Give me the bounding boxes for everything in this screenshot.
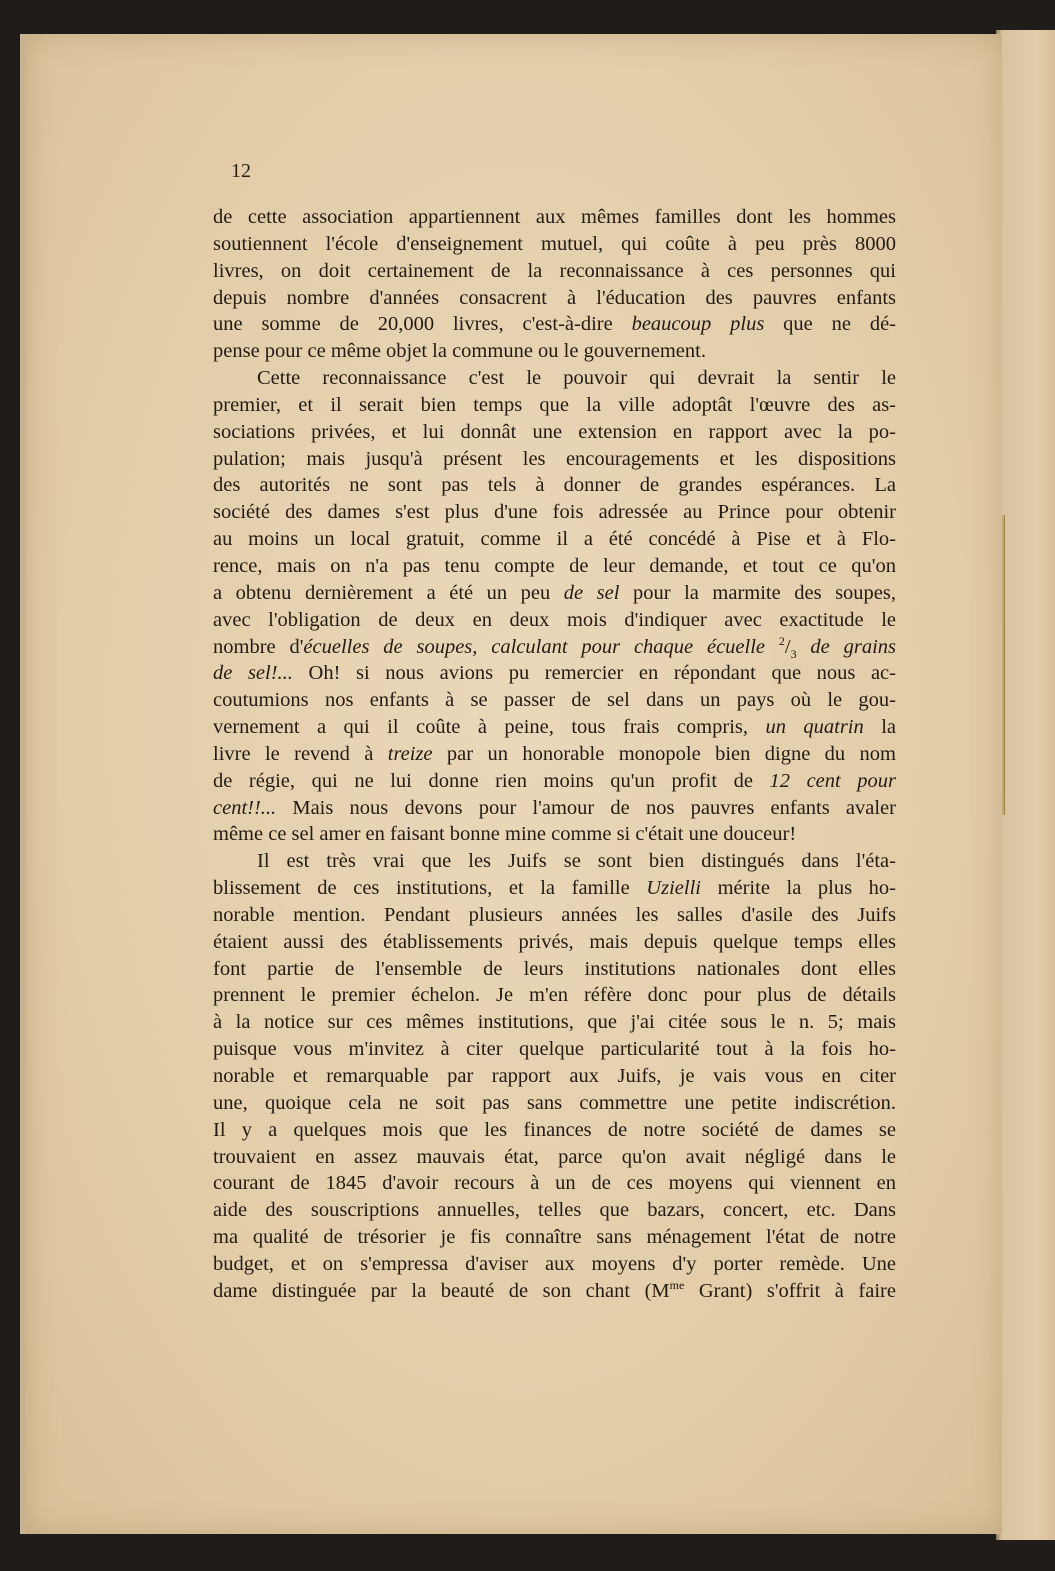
text-line: norable mention. Pendant plusieurs années les salles d'asile des Juifs — [213, 903, 896, 926]
text-line: Cette reconnaissance c'est le pouvoir qui devrait la sentir le — [257, 367, 896, 390]
text-line: sociations privées, et lui donnât une extension en rapport avec la po- — [213, 420, 896, 443]
text-line: a obtenu dernièrement a été un peu de sel pour la marmite des soupes, — [213, 581, 897, 604]
text-line: soutiennent l'école d'enseignement mutuel, qui coûte à peu près 8000 — [213, 232, 896, 255]
italic-span: 12 cent pour — [769, 769, 896, 792]
text-line: avec l'obligation de deux en deux mois d'indiquer avec exactitude le — [213, 608, 896, 631]
italic-span: Uzielli — [646, 877, 701, 900]
italic-span: beaucoup plus — [631, 313, 765, 336]
text-line: société des dames s'est plus d'une fois adressée au Prince pour obtenir — [213, 501, 896, 524]
text-line: même ce sel amer en faisant bonne mine comme si c'était une douceur! — [213, 823, 797, 846]
text-line: norable et remarquable par rapport aux Juifs, je vais vous en citer — [213, 1065, 896, 1087]
italic-span: treize — [387, 742, 433, 765]
text-line: à la notice sur ces mêmes institutions, que j'ai citée sous le n. 5; mais — [213, 1011, 896, 1034]
superscript: me — [669, 1277, 685, 1292]
text-line: courant de 1845 d'avoir recours à un de ces moyens qui viennent en — [213, 1172, 896, 1195]
text-line: de régie, qui ne lui donne rien moins qu'un profit de 12 cent pour — [213, 769, 896, 792]
text-line: livre le revend à treize par un honorable monopole bien digne du nom — [213, 742, 896, 765]
italic-span: de grains — [796, 635, 896, 658]
italic-span: de sel — [563, 581, 620, 604]
body-text — [213, 204, 896, 1305]
text-line: depuis nombre d'années consacrent à l'éducation des pauvres enfants — [213, 286, 896, 309]
text-line: ma qualité de trésorier je fis connaître sans ménagement l'état de notre — [213, 1226, 896, 1249]
text-line: cent!!... Mais nous devons pour l'amour de nos pauvres enfants avaler — [213, 796, 896, 819]
text-line: prennent le premier échelon. Je m'en réfère donc pour plus de détails — [213, 984, 896, 1007]
subscript: 3 — [790, 646, 797, 661]
text-line: Il y a quelques mois que les finances de notre société de dames se — [213, 1118, 896, 1141]
text-line: livres, on doit certainement de la reconnaissance à ces personnes qui — [213, 259, 896, 282]
text-line: pense pour ce même objet la commune ou le gouvernement. — [213, 340, 706, 363]
text-line: au moins un local gratuit, comme il a été concédé à Pise et à Flo- — [213, 528, 896, 551]
text-line: coutumions nos enfants à se passer de sel dans un pays où le gou- — [213, 689, 896, 712]
superscript: 2 — [778, 633, 785, 648]
text-line: nombre d'écuelles de soupes, calculant pour chaque écuelle $^2/_3$ de grains — [213, 633, 896, 661]
text-line: rence, mais on n'a pas tenu compte de leur demande, et tout ce qu'on — [213, 554, 896, 577]
italic-span: de sel!... — [213, 662, 293, 685]
italic-span: un quatrin — [765, 716, 864, 739]
text-line: une somme de 20,000 livres, c'est-à-dire beaucoup plus que ne dé- — [213, 313, 896, 336]
text-line: des autorités ne sont pas tels à donner de grandes espérances. La — [213, 474, 896, 497]
text-line: de cette association appartiennent aux mêmes familles dont les hommes — [213, 206, 896, 228]
text-line: puisque vous m'invitez à citer quelque particularité tout à la fois ho- — [213, 1038, 896, 1061]
text-line: pulation; mais jusqu'à présent les encouragements et les dispositions — [213, 447, 896, 470]
text-line: de sel!... Oh! si nous avions pu remercier en répondant que nous ac- — [213, 662, 896, 685]
page-number: 12 — [231, 160, 251, 182]
text-line: font partie de l'ensemble de leurs institutions nationales dont elles — [213, 957, 896, 980]
text-line: budget, et on s'empressa d'aviser aux moyens d'y porter remède. Une — [213, 1252, 896, 1275]
text-line: une, quoique cela ne soit pas sans commettre une petite indiscrétion. — [213, 1091, 896, 1114]
text-line: trouvaient en assez mauvais état, parce qu'on avait négligé dans le — [213, 1145, 896, 1168]
text-line: aide des souscriptions annuelles, telles que bazars, concert, etc. Dans — [213, 1199, 896, 1222]
text-line: dame distinguée par la beauté de son chant ($M^{me}$ Grant) s'offrit à faire — [213, 1277, 896, 1302]
text-line: premier, et il serait bien temps que la ville adoptât l'œuvre des as- — [213, 393, 896, 416]
italic-span: écuelles de soupes, calculant pour chaque écuelle — [303, 635, 779, 658]
text-line: blissement de ces institutions, et la famille Uzielli mérite la plus ho- — [213, 877, 897, 900]
text-line: étaient aussi des établissements privés, mais depuis quelque temps elles — [213, 930, 896, 953]
text-line: vernement a qui il coûte à peine, tous frais compris, un quatrin la — [213, 716, 897, 739]
text-line: Il est très vrai que les Juifs se sont bien distingués dans l'éta- — [257, 850, 896, 873]
italic-span: cent!!... — [213, 796, 277, 819]
